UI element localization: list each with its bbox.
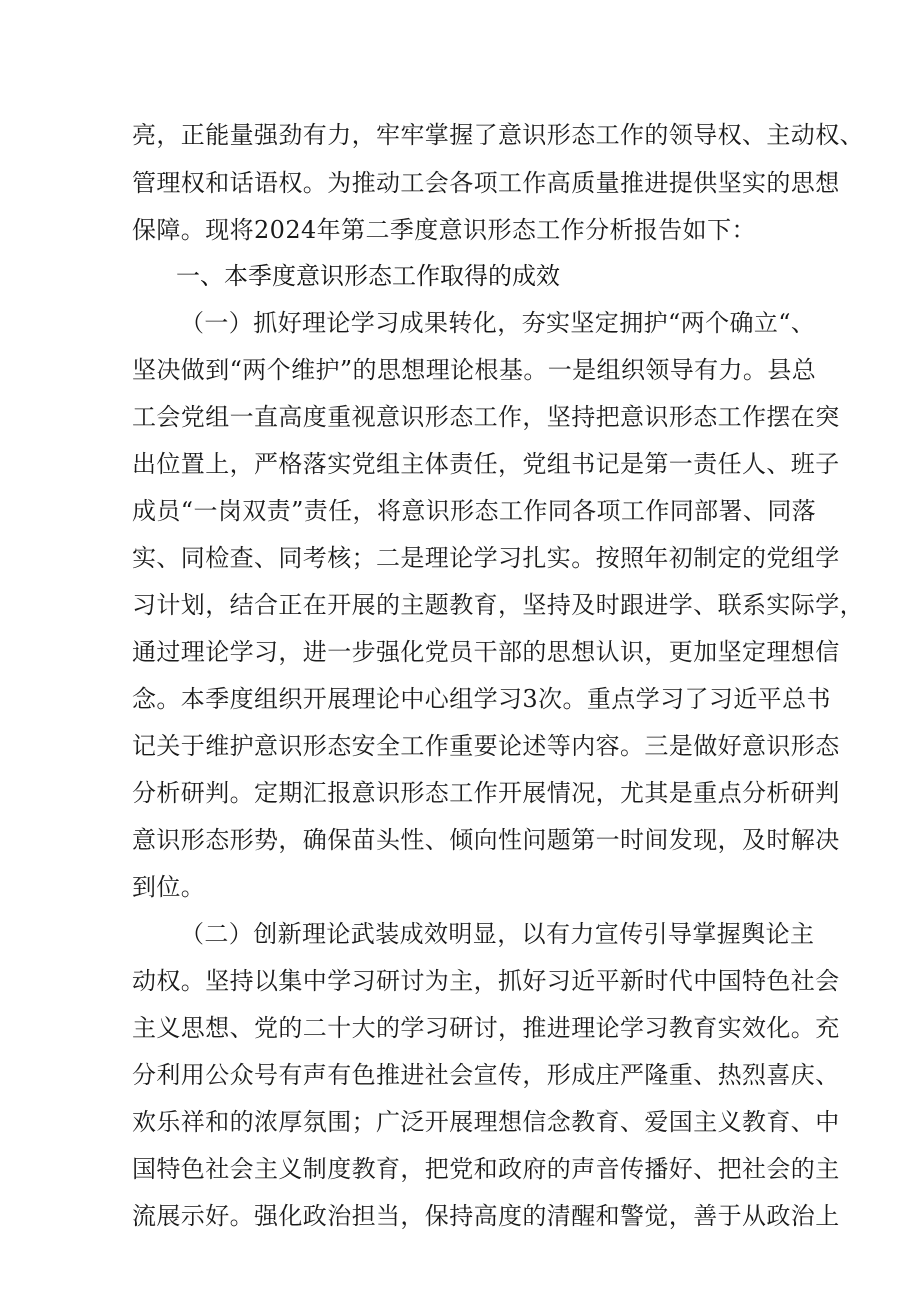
intro-line-2: 管理权和话语权。为推动工会各项工作高质量推进提供坚实的思想 — [132, 169, 840, 197]
paragraph2-line-1: （二）创新理论武装成效明显，以有力宣传引导掌握舆论主 — [180, 920, 815, 948]
paragraph1-line-2: 坚决做到“两个维护”的思想理论根基。一是组织领导有力。县总 — [132, 356, 817, 384]
paragraph2-line-7: 流展示好。强化政治担当，保持高度的清醒和警觉，善于从政治上 — [132, 1202, 840, 1230]
paragraph1-line-6: 实、同检查、同考核；二是理论学习扎实。按照年初制定的党组学 — [132, 544, 840, 572]
paragraph1-line-9: 念。本季度组织开展理论中心组学习3次。重点学习了习近平总书 — [132, 685, 831, 713]
paragraph1-line-5: 成员“一岗双责”责任，将意识形态工作同各项工作同部署、同落 — [132, 497, 817, 525]
paragraph1-line-3: 工会党组一直高度重视意识形态工作，坚持把意识形态工作摆在突 — [132, 403, 840, 431]
paragraph2-line-6: 国特色社会主义制度教育，把党和政府的声音传播好、把社会的主 — [132, 1155, 840, 1183]
paragraph2-line-5: 欢乐祥和的浓厚氛围；广泛开展理想信念教育、爱国主义教育、中 — [132, 1108, 840, 1136]
paragraph2-line-3: 主义思想、党的二十大的学习研讨，推进理论学习教育实效化。充 — [132, 1014, 840, 1042]
paragraph1-line-13: 到位。 — [132, 873, 206, 901]
paragraph1-line-11: 分析研判。定期汇报意识形态工作开展情况，尤其是重点分析研判 — [132, 779, 840, 807]
paragraph1-line-7: 习计划，结合正在开展的主题教育，坚持及时跟进学、联系实际学， — [132, 591, 864, 619]
paragraph2-line-2: 动权。坚持以集中学习研讨为主，抓好习近平新时代中国特色社会 — [132, 967, 840, 995]
paragraph2-line-4: 分利用公众号有声有色推进社会宣传，形成庄严隆重、热烈喜庆、 — [132, 1061, 840, 1089]
paragraph1-line-8: 通过理论学习，进一步强化党员干部的思想认识，更加坚定理想信 — [132, 638, 840, 666]
section-heading: 一、本季度意识形态工作取得的成效 — [176, 262, 560, 290]
paragraph1-line-12: 意识形态形势，确保苗头性、倾向性问题第一时间发现，及时解决 — [132, 826, 840, 854]
paragraph1-line-4: 出位置上，严格落实党组主体责任，党组书记是第一责任人、班子 — [132, 450, 840, 478]
paragraph1-line-10: 记关于维护意识形态安全工作重要论述等内容。三是做好意识形态 — [132, 732, 840, 760]
intro-line-1: 亮，正能量强劲有力，牢牢掌握了意识形态工作的领导权、主动权、 — [132, 121, 864, 149]
paragraph1-line-1: （一）抓好理论学习成果转化，夯实坚定拥护“两个确立“、 — [180, 309, 816, 337]
intro-line-3: 保障。现将2024年第二季度意识形态工作分析报告如下： — [132, 216, 756, 244]
